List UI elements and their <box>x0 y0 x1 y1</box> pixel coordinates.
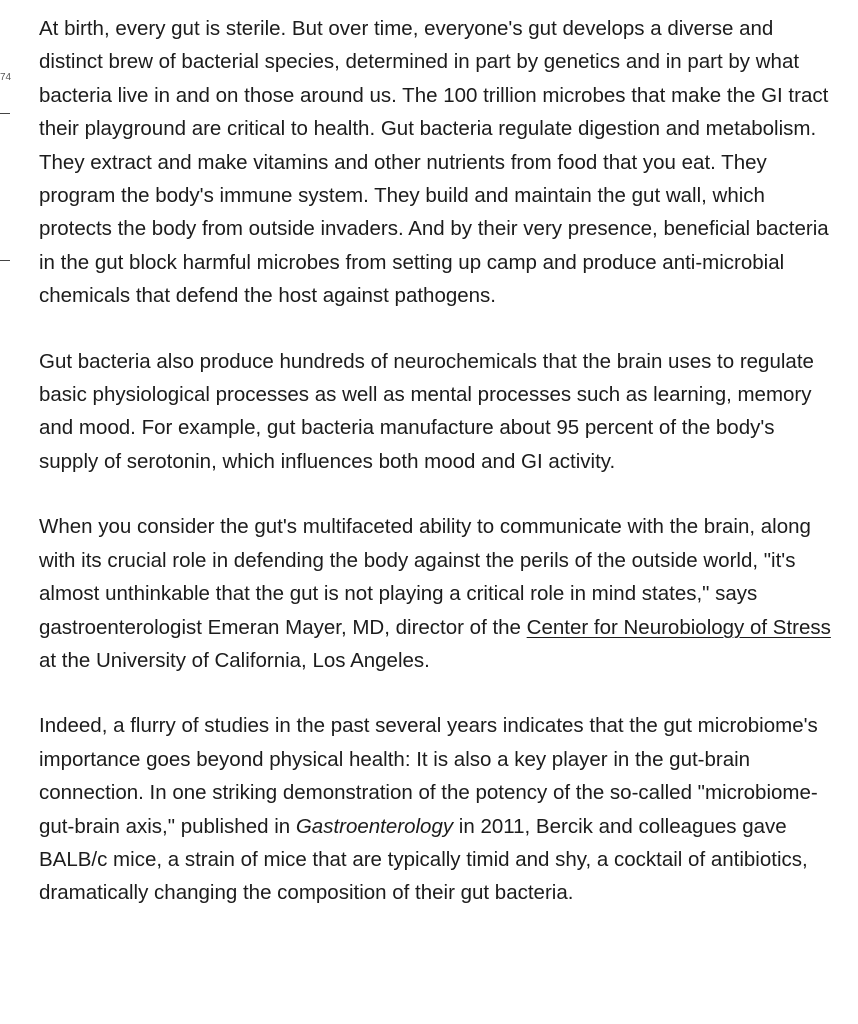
paragraph-communication <box>39 510 834 677</box>
paragraph-neurochemicals: Gut bacteria also produce hundreds of neurochemicals that the brain uses to regulate basic physiological processes as well as mental processes such as learning, memory and mood. For example, gut bacteria manufacture about 95 percent of the body's supply of serotonin, which influences both mood and GI activity. <box>39 349 814 473</box>
margin-dash <box>0 260 10 261</box>
page-number-marker: 74 <box>0 72 12 83</box>
paragraph-microbiome-studies <box>39 709 834 909</box>
journal-title: Gastroenterology <box>295 814 454 838</box>
paragraph-text: in 2011, Bercik and colleagues gave BALB/c mice, a strain of mice that are typically timid and shy, a cocktail of antibiotics, dramatically changing the composition of their gut bacteria. <box>39 814 808 905</box>
paragraph-text: When you consider the gut's multifaceted ability to communicate with the brain, along with its crucial role in defending the body against the perils of the outside world, "it's almost unthinkable that the gut is not playing a critical role in mind states," says gastroenterologist Emeran Mayer, MD, director of the <box>39 515 811 639</box>
paragraph-text: at the University of California, Los Angeles. <box>39 648 430 672</box>
center-neurobiology-stress-link[interactable]: Center for Neurobiology of Stress <box>526 615 831 639</box>
paragraph-text: Indeed, a flurry of studies in the past several years indicates that the gut microbiome's importance goes beyond physical health: It is also a key player in the gut-brain connection. In one striking demonstration of the potency of the so-called "microbiome-gut-brain axis," published in <box>39 714 818 838</box>
margin-dash <box>0 113 10 114</box>
article-body <box>39 12 834 942</box>
paragraph-gut-birth: At birth, every gut is sterile. But over time, everyone's gut develops a diverse and distinct brew of bacterial species, determined in part by genetics and in part by what bacteria live in and on those around us. The 100 trillion microbes that make the GI tract their playground are critical to health. Gut bacteria regulate digestion and metabolism. They extract and make vitamins and other nutrients from food that you eat. They program the body's immune system. They build and maintain the gut wall, which protects the body from outside invaders. And by their very presence, beneficial bacteria in the gut block harmful microbes from setting up camp and produce anti-microbial chemicals that defend the host against pathogens. <box>39 17 829 308</box>
